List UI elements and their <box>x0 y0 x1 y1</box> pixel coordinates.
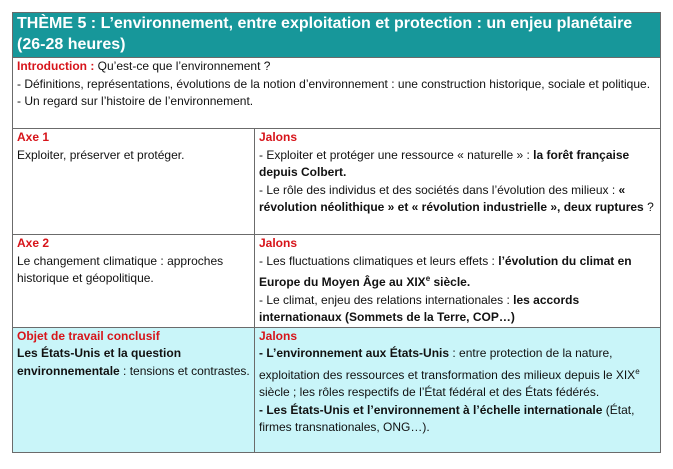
axe1-jalon-2 <box>259 182 656 217</box>
objet-jalon-2-bold: - Les États-Unis et l’environnement à l’échelle internationale <box>259 402 603 417</box>
intro-point-1: - Définitions, représentations, évolutions de la notion d’environnement : une construction historique, sociale et politique. <box>17 76 651 91</box>
axe1-jalons-cell <box>255 129 661 235</box>
axe1-jalon-1-text: - Exploiter et protéger une ressource « naturelle » : <box>259 147 534 162</box>
axe2-jalon-1-end: siècle. <box>430 275 471 289</box>
axe2-jalon-1-bold: l’évolution du climat en Europe du Moyen Âge au XIX <box>259 253 632 289</box>
axe1-jalon-2-text: - Le rôle des individus et des sociétés dans l’évolution des milieux : <box>259 182 619 197</box>
axe2-jalon-2-bold: les accords internationaux (Sommets de la Terre, COP…) <box>259 292 580 324</box>
axe1-jalon-1-bold: la forêt française depuis Colbert. <box>259 147 630 179</box>
intro-question: Qu’est-ce que l’environnement ? <box>94 59 271 73</box>
objet-jalons-cell <box>255 327 661 452</box>
axe2-left-cell <box>13 235 255 328</box>
objet-jalon-1-text: : entre protection de la nature, exploitation des ressources et transformation des milieux depuis le XIX <box>259 346 636 382</box>
axe2-row <box>13 235 661 328</box>
objet-title-rest: : tensions et contrastes. <box>119 363 250 378</box>
header-row <box>13 13 661 58</box>
objet-title-bold: Les États-Unis et la question environnementale <box>17 346 182 378</box>
axe2-jalons-label: Jalons <box>259 236 298 250</box>
objet-left-cell <box>13 327 255 452</box>
objet-row <box>13 327 661 452</box>
axe2-label: Axe 2 <box>17 236 50 250</box>
theme-table <box>12 12 661 453</box>
axe2-jalon-2-text: - Le climat, enjeu des relations internationales : <box>259 292 514 307</box>
objet-jalon-2 <box>259 402 656 437</box>
intro-point-2: - Un regard sur l’histoire de l’environnement. <box>17 94 254 108</box>
axe1-title: Exploiter, préserver et protéger. <box>17 147 185 162</box>
objet-jalons-label: Jalons <box>259 328 298 343</box>
axe2-jalon-1-sup: e <box>425 274 431 283</box>
objet-label: Objet de travail conclusif <box>17 328 160 343</box>
axe1-row <box>13 129 661 235</box>
axe2-jalon-1-text: - Les fluctuations climatiques et leurs effets : <box>259 253 499 268</box>
axe1-jalon-1 <box>259 147 656 182</box>
axe2-jalon-1 <box>259 253 656 292</box>
objet-jalon-2-text: (État, firmes transnationales, ONG…). <box>259 402 635 434</box>
axe1-label: Axe 1 <box>17 130 50 144</box>
axe2-jalons-cell <box>255 235 661 328</box>
axe1-jalons-label: Jalons <box>259 130 298 144</box>
objet-jalon-1 <box>259 345 656 402</box>
axe1-jalon-2-end: ? <box>643 200 654 214</box>
axe1-left-cell <box>13 129 255 235</box>
objet-jalon-1-end: siècle ; les rôles respectifs de l’État fédéral et des États fédérés. <box>259 385 600 399</box>
intro-cell <box>13 58 661 129</box>
intro-heading <box>17 58 656 76</box>
objet-jalon-1-sup: e <box>635 366 640 376</box>
axe2-jalon-2 <box>259 292 656 327</box>
objet-title <box>17 345 250 380</box>
objet-jalon-1-bold: - L’environnement aux États-Unis <box>259 346 450 360</box>
axe1-jalon-2-bold: « révolution néolithique » et « révolution industrielle », deux ruptures <box>259 182 644 214</box>
axe2-title: Le changement climatique : approches historique et géopolitique. <box>17 253 224 285</box>
intro-label: Introduction : <box>17 59 95 73</box>
intro-row <box>13 58 661 129</box>
theme-title: THÈME 5 : L’environnement, entre exploitation et protection : un enjeu planétaire (26-28 heures) <box>13 13 661 58</box>
